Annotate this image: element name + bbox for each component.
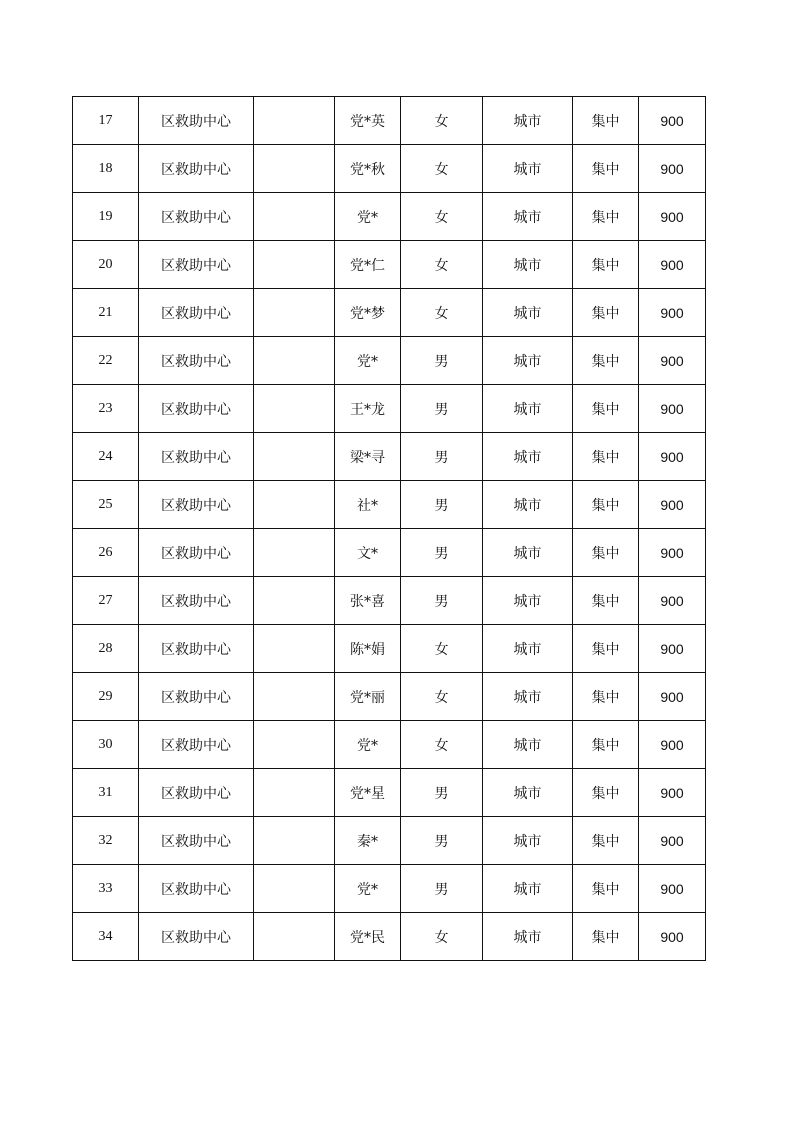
person-name-cell: 张*喜 xyxy=(335,577,401,625)
area-type-cell: 城市 xyxy=(483,385,573,433)
blank-cell xyxy=(254,625,335,673)
row-number-cell: 18 xyxy=(73,145,139,193)
row-number-cell: 23 xyxy=(73,385,139,433)
row-number-cell: 31 xyxy=(73,769,139,817)
person-name-cell: 党*秋 xyxy=(335,145,401,193)
person-name-cell: 党*仁 xyxy=(335,241,401,289)
amount-cell: 900 xyxy=(639,241,706,289)
area-type-cell: 城市 xyxy=(483,673,573,721)
support-mode-cell: 集中 xyxy=(573,865,639,913)
table-row xyxy=(73,529,706,577)
row-number-cell: 32 xyxy=(73,817,139,865)
person-name-cell: 秦* xyxy=(335,817,401,865)
row-number-cell: 19 xyxy=(73,193,139,241)
area-type-cell: 城市 xyxy=(483,241,573,289)
blank-cell xyxy=(254,289,335,337)
amount-cell: 900 xyxy=(639,385,706,433)
blank-cell xyxy=(254,673,335,721)
support-mode-cell: 集中 xyxy=(573,97,639,145)
amount-cell: 900 xyxy=(639,289,706,337)
person-name-cell: 党*梦 xyxy=(335,289,401,337)
table-row xyxy=(73,145,706,193)
blank-cell xyxy=(254,241,335,289)
row-number-cell: 28 xyxy=(73,625,139,673)
blank-cell xyxy=(254,769,335,817)
area-type-cell: 城市 xyxy=(483,529,573,577)
organization-cell: 区救助中心 xyxy=(139,817,254,865)
amount-cell: 900 xyxy=(639,769,706,817)
area-type-cell: 城市 xyxy=(483,289,573,337)
relief-roster-table xyxy=(72,96,706,961)
blank-cell xyxy=(254,193,335,241)
person-name-cell: 梁*寻 xyxy=(335,433,401,481)
blank-cell xyxy=(254,865,335,913)
table-row xyxy=(73,97,706,145)
gender-cell: 女 xyxy=(401,193,483,241)
amount-cell: 900 xyxy=(639,625,706,673)
gender-cell: 男 xyxy=(401,337,483,385)
person-name-cell: 文* xyxy=(335,529,401,577)
organization-cell: 区救助中心 xyxy=(139,673,254,721)
row-number-cell: 30 xyxy=(73,721,139,769)
gender-cell: 男 xyxy=(401,817,483,865)
support-mode-cell: 集中 xyxy=(573,913,639,961)
blank-cell xyxy=(254,817,335,865)
row-number-cell: 34 xyxy=(73,913,139,961)
area-type-cell: 城市 xyxy=(483,769,573,817)
table-row xyxy=(73,481,706,529)
support-mode-cell: 集中 xyxy=(573,673,639,721)
amount-cell: 900 xyxy=(639,673,706,721)
organization-cell: 区救助中心 xyxy=(139,769,254,817)
table-row xyxy=(73,385,706,433)
area-type-cell: 城市 xyxy=(483,433,573,481)
area-type-cell: 城市 xyxy=(483,145,573,193)
amount-cell: 900 xyxy=(639,145,706,193)
organization-cell: 区救助中心 xyxy=(139,193,254,241)
gender-cell: 女 xyxy=(401,721,483,769)
gender-cell: 女 xyxy=(401,913,483,961)
gender-cell: 女 xyxy=(401,289,483,337)
blank-cell xyxy=(254,433,335,481)
blank-cell xyxy=(254,97,335,145)
organization-cell: 区救助中心 xyxy=(139,625,254,673)
table-row xyxy=(73,337,706,385)
table-row xyxy=(73,913,706,961)
amount-cell: 900 xyxy=(639,721,706,769)
person-name-cell: 党*英 xyxy=(335,97,401,145)
row-number-cell: 24 xyxy=(73,433,139,481)
area-type-cell: 城市 xyxy=(483,97,573,145)
gender-cell: 女 xyxy=(401,673,483,721)
organization-cell: 区救助中心 xyxy=(139,481,254,529)
support-mode-cell: 集中 xyxy=(573,337,639,385)
gender-cell: 男 xyxy=(401,529,483,577)
support-mode-cell: 集中 xyxy=(573,721,639,769)
person-name-cell: 王*龙 xyxy=(335,385,401,433)
gender-cell: 男 xyxy=(401,769,483,817)
gender-cell: 女 xyxy=(401,241,483,289)
table-row xyxy=(73,817,706,865)
area-type-cell: 城市 xyxy=(483,625,573,673)
gender-cell: 女 xyxy=(401,97,483,145)
organization-cell: 区救助中心 xyxy=(139,241,254,289)
person-name-cell: 党* xyxy=(335,337,401,385)
support-mode-cell: 集中 xyxy=(573,769,639,817)
row-number-cell: 25 xyxy=(73,481,139,529)
area-type-cell: 城市 xyxy=(483,481,573,529)
blank-cell xyxy=(254,721,335,769)
table-row xyxy=(73,721,706,769)
area-type-cell: 城市 xyxy=(483,817,573,865)
support-mode-cell: 集中 xyxy=(573,145,639,193)
area-type-cell: 城市 xyxy=(483,913,573,961)
support-mode-cell: 集中 xyxy=(573,433,639,481)
person-name-cell: 党*丽 xyxy=(335,673,401,721)
gender-cell: 女 xyxy=(401,625,483,673)
amount-cell: 900 xyxy=(639,97,706,145)
row-number-cell: 27 xyxy=(73,577,139,625)
table-row xyxy=(73,241,706,289)
organization-cell: 区救助中心 xyxy=(139,577,254,625)
gender-cell: 男 xyxy=(401,577,483,625)
person-name-cell: 党* xyxy=(335,865,401,913)
gender-cell: 男 xyxy=(401,433,483,481)
person-name-cell: 党*星 xyxy=(335,769,401,817)
blank-cell xyxy=(254,913,335,961)
support-mode-cell: 集中 xyxy=(573,193,639,241)
amount-cell: 900 xyxy=(639,913,706,961)
amount-cell: 900 xyxy=(639,817,706,865)
table-row xyxy=(73,673,706,721)
table-row xyxy=(73,193,706,241)
table-body xyxy=(73,97,706,961)
support-mode-cell: 集中 xyxy=(573,577,639,625)
organization-cell: 区救助中心 xyxy=(139,913,254,961)
row-number-cell: 29 xyxy=(73,673,139,721)
gender-cell: 男 xyxy=(401,865,483,913)
area-type-cell: 城市 xyxy=(483,193,573,241)
row-number-cell: 26 xyxy=(73,529,139,577)
organization-cell: 区救助中心 xyxy=(139,337,254,385)
blank-cell xyxy=(254,337,335,385)
amount-cell: 900 xyxy=(639,337,706,385)
organization-cell: 区救助中心 xyxy=(139,721,254,769)
support-mode-cell: 集中 xyxy=(573,241,639,289)
person-name-cell: 党*民 xyxy=(335,913,401,961)
person-name-cell: 党* xyxy=(335,721,401,769)
gender-cell: 女 xyxy=(401,145,483,193)
row-number-cell: 20 xyxy=(73,241,139,289)
amount-cell: 900 xyxy=(639,481,706,529)
support-mode-cell: 集中 xyxy=(573,817,639,865)
organization-cell: 区救助中心 xyxy=(139,145,254,193)
area-type-cell: 城市 xyxy=(483,577,573,625)
row-number-cell: 22 xyxy=(73,337,139,385)
table-row xyxy=(73,625,706,673)
table-row xyxy=(73,433,706,481)
support-mode-cell: 集中 xyxy=(573,625,639,673)
amount-cell: 900 xyxy=(639,529,706,577)
person-name-cell: 社* xyxy=(335,481,401,529)
organization-cell: 区救助中心 xyxy=(139,97,254,145)
area-type-cell: 城市 xyxy=(483,337,573,385)
table-row xyxy=(73,577,706,625)
row-number-cell: 17 xyxy=(73,97,139,145)
amount-cell: 900 xyxy=(639,433,706,481)
person-name-cell: 陈*娟 xyxy=(335,625,401,673)
organization-cell: 区救助中心 xyxy=(139,529,254,577)
support-mode-cell: 集中 xyxy=(573,481,639,529)
organization-cell: 区救助中心 xyxy=(139,433,254,481)
support-mode-cell: 集中 xyxy=(573,385,639,433)
blank-cell xyxy=(254,385,335,433)
row-number-cell: 33 xyxy=(73,865,139,913)
person-name-cell: 党* xyxy=(335,193,401,241)
blank-cell xyxy=(254,529,335,577)
organization-cell: 区救助中心 xyxy=(139,289,254,337)
amount-cell: 900 xyxy=(639,193,706,241)
support-mode-cell: 集中 xyxy=(573,529,639,577)
amount-cell: 900 xyxy=(639,865,706,913)
blank-cell xyxy=(254,481,335,529)
gender-cell: 男 xyxy=(401,385,483,433)
table-row xyxy=(73,865,706,913)
table-row xyxy=(73,769,706,817)
support-mode-cell: 集中 xyxy=(573,289,639,337)
blank-cell xyxy=(254,577,335,625)
gender-cell: 男 xyxy=(401,481,483,529)
organization-cell: 区救助中心 xyxy=(139,865,254,913)
area-type-cell: 城市 xyxy=(483,865,573,913)
row-number-cell: 21 xyxy=(73,289,139,337)
blank-cell xyxy=(254,145,335,193)
organization-cell: 区救助中心 xyxy=(139,385,254,433)
area-type-cell: 城市 xyxy=(483,721,573,769)
table-row xyxy=(73,289,706,337)
amount-cell: 900 xyxy=(639,577,706,625)
